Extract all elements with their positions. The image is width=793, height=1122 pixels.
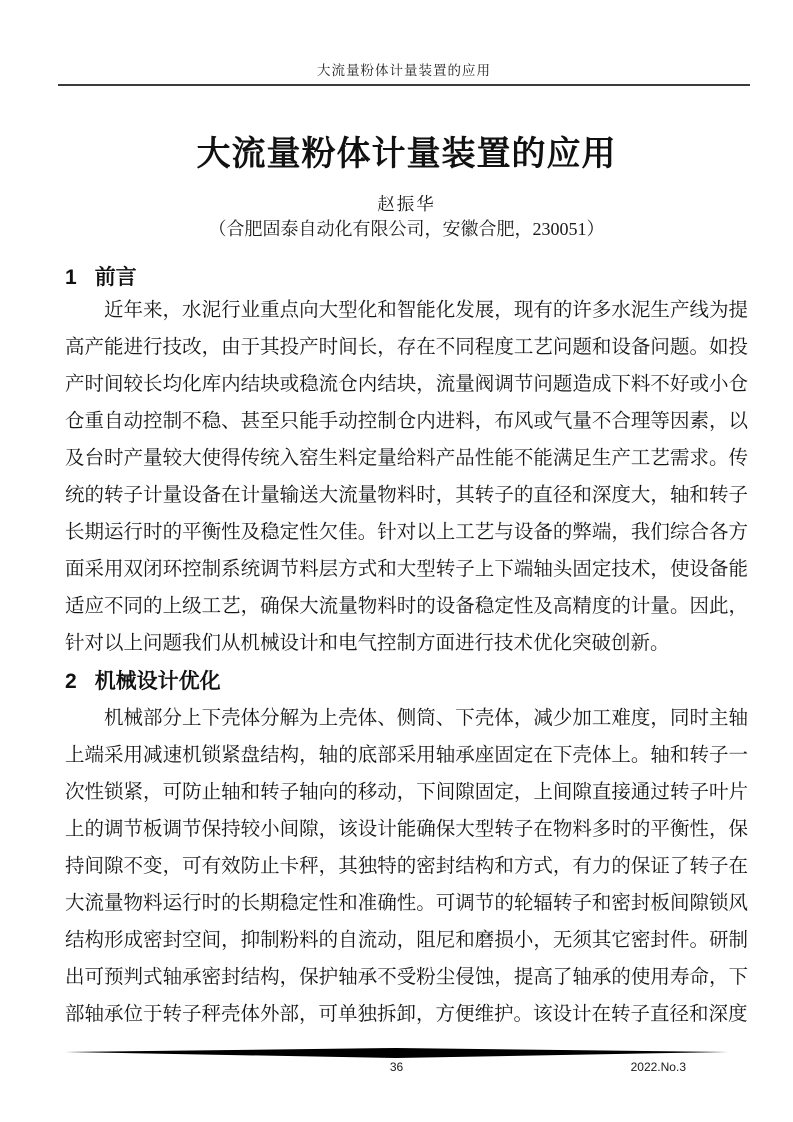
section-2-title: 机械设计优化 <box>94 670 221 693</box>
author-name: 赵振华 <box>377 194 436 214</box>
section-1-heading <box>65 261 748 291</box>
section-2-number: 2 <box>65 670 77 693</box>
article-title: 大流量粉体计量装置的应用 <box>196 135 617 173</box>
section-1-paragraph: 近年来，水泥行业重点向大型化和智能化发展，现有的许多水泥生产线为提高产能进行技改，由于其投产时间长，存在不同程度工艺问题和设备问题。如投产时间较长均化库内结块或稳流仓内结块，流量阀调节问题造成下料不好或小仓仓重自动控制不稳、甚至只能手动控制仓内进料，布风或气量不合理等因素，以及台时产量较大使得传统入窑生料定量给料产品性能不能满足生产工艺需求。传统的转子计量设备在计量输送大流量物料时，其转子的直径和深度大，轴和转子长期运行时的平衡性及稳定性欠佳。针对以上工艺与设备的弊端，我们综合各方面采用双闭环控制系统调节料层方式和大型转子上下端轴头固定技术，使设备能适应不同的上级工艺，确保大流量物料时的设备稳定性及高精度的计量。因此，针对以上问题我们从机械设计和电气控制方面进行技术优化突破创新。 <box>65 300 748 654</box>
running-head-title: 大流量粉体计量装置的应用 <box>317 63 491 78</box>
issue-label: 2022.No.3 <box>630 1060 686 1074</box>
section-2-heading <box>65 665 748 695</box>
header-rule <box>58 84 750 86</box>
section-2-paragraph: 机械部分上下壳体分解为上壳体、侧筒、下壳体，减少加工难度，同时主轴上端采用减速机锁紧盘结构，轴的底部采用轴承座固定在下壳体上。轴和转子一次性锁紧，可防止轴和转子轴向的移动，下间隙固定，上间隙直接通过转子叶片上的调节板调节保持较小间隙，该设计能确保大型转子在物料多时的平衡性，保持间隙不变，可有效防止卡秤，其独特的密封结构和方式，有力的保证了转子在大流量物料运行时的长期稳定性和准确性。可调节的轮辐转子和密封板间隙锁风结构形成密封空间，抑制粉料的自流动，阻尼和磨损小，无须其它密封件。研制出可预判式轴承密封结构，保护轴承不受粉尘侵蚀，提高了轴承的使用寿命，下部轴承位于转子秤壳体外部，可单独拆卸，方便维护。该设计在转子直径和深度 <box>65 708 748 1025</box>
footer-taper-bar-shape <box>65 1048 728 1058</box>
author-affiliation: （合肥固泰自动化有限公司，安徽合肥，230051） <box>208 219 605 239</box>
section-1-title: 前言 <box>94 266 137 289</box>
footer-meta <box>65 1060 728 1078</box>
page-number: 36 <box>389 1060 404 1074</box>
section-1-number: 1 <box>65 266 77 289</box>
footer-taper-bar <box>65 1048 728 1058</box>
